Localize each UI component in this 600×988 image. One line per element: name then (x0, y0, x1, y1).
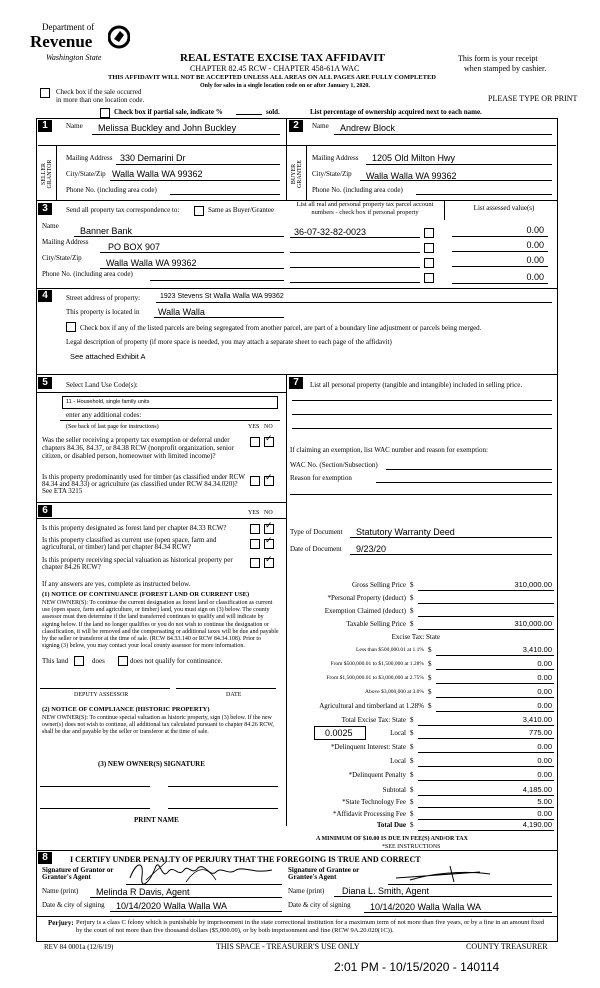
tax-row-dollar: $ (428, 660, 432, 668)
ownership-note: List percentage of ownership acquired next to each name. (310, 108, 482, 116)
tax-row-value[interactable]: 0.00 (537, 742, 552, 751)
tax-row-label: From $1,500,000.01 to $3,000,000 at 2.75% (326, 675, 424, 681)
section-1-number: 1 (38, 120, 52, 132)
personal-property-checkbox-3[interactable] (424, 258, 434, 268)
tax-row-label: Less than $500,000.01 at 1.1% (356, 647, 424, 653)
does-checkbox[interactable] (74, 656, 84, 666)
tax-row-value[interactable]: 0.00 (537, 701, 552, 710)
buyer-city[interactable]: Walla Walla WA 99362 (366, 171, 457, 181)
section-2-number: 2 (289, 120, 303, 132)
wac-label: WAC No. (Section/Subsection) (290, 461, 378, 469)
tax-row-dollar: $ (410, 729, 414, 737)
segregated-text: Check box if any of the listed parcels are being segregated from another parcel, are part of a boundary line adjustment or parcels being merged. (80, 324, 482, 332)
recording-stamp: 2:01 PM - 10/15/2020 - 140114 (334, 960, 500, 974)
legal-value[interactable]: See attached Exhibit A (70, 352, 146, 361)
form-rev: REV 84 0001a (12/6/19) (44, 943, 114, 951)
section-4 (38, 290, 52, 302)
s5-no-header: NO (264, 424, 273, 430)
buyer-mail[interactable]: 1205 Old Milton Hwy (372, 153, 456, 163)
buyer-name[interactable]: Andrew Block (340, 123, 396, 133)
buyer-side-label-box (288, 146, 307, 200)
corr-mail-label: Mailing Address (42, 238, 89, 246)
perjury-text: Perjury is a class C felony which is punishable by imprisonment in the state correctional institution for a maximum term of not more than five years, or by a fine in an amount fixed by the court of not more than five thousand dollars ($5,000.00), or by both imprisonment and fine (RCW 9A.20.020(1C)). (76, 919, 545, 934)
doc-type-label: Type of Document (290, 528, 343, 536)
minimum-note: A MINIMUM OF $10.00 IS DUE IN FEE(S) AND/OR TAX (316, 836, 468, 842)
s6-q1-no[interactable] (264, 524, 274, 534)
tax-row-dollar: $ (410, 581, 414, 589)
sig-grantee-label: Signature of Grantee or Grantee's Agent (288, 866, 360, 881)
grantor-name-label: Name (print) (42, 887, 79, 895)
tax-row-label: Subtotal (382, 786, 406, 794)
s5-yes-header: YES (248, 424, 260, 430)
sig-grantor-label: Signature of Grantor or Grantor's Agent (42, 866, 114, 881)
assessed-value-1[interactable]: 0.00 (526, 225, 544, 235)
tax-row-dollar: $ (410, 620, 414, 628)
tax-row-label: Excise Tax: State (391, 633, 440, 641)
personal-property-checkbox-4[interactable] (424, 273, 434, 283)
s6-q2-yes[interactable] (250, 539, 260, 549)
section-2 (289, 120, 303, 132)
multi-location-row (40, 88, 50, 98)
corr-name[interactable]: Banner Bank (80, 226, 133, 236)
seller-name-label: Name (66, 122, 83, 130)
tax-row-label: Total Excise Tax: State (341, 716, 406, 724)
seller-side-label: SELLER GRANTOR (41, 159, 53, 189)
tax-row-label: *State Technology Fee (342, 798, 406, 806)
tax-row-dollar: $ (410, 771, 414, 779)
section-7 (289, 377, 303, 389)
located-value[interactable]: Walla Walla (158, 307, 205, 317)
grantee-date-label: Date & city of signing (288, 901, 351, 909)
tax-row-label: Taxable Selling Price (346, 620, 406, 628)
legal-label: Legal description of property (if more space is needed, you may attach a separate sheet to each page of the affidavit) (66, 338, 392, 346)
land-use-label: Select Land Use Code(s): (66, 381, 138, 389)
grantor-name[interactable]: Melinda R Davis, Agent (96, 887, 190, 897)
does-not-label: does not qualify for continuance. (130, 657, 223, 665)
seller-mail[interactable]: 330 Demarini Dr (120, 153, 186, 163)
assessed-value-4[interactable]: 0.00 (526, 272, 544, 282)
tax-row-label: *Delinquent Penalty (348, 771, 406, 779)
partial-sale-sold: sold. (266, 108, 280, 116)
buyer-mail-label: Mailing Address (312, 154, 359, 162)
tax-row-dollar: $ (410, 716, 414, 724)
section-1 (38, 120, 52, 132)
tax-row-label: *Personal Property (deduct) (327, 594, 406, 602)
seller-phone-label: Phone No. (including area code) (66, 186, 157, 194)
tax-row-value[interactable]: 0.00 (537, 673, 552, 682)
grantor-date[interactable]: 10/14/2020 Walla Walla WA (116, 901, 228, 911)
s6-q2-no[interactable] (264, 539, 274, 549)
s6-n1-text: NEW OWNER(S): To continue the current designation as forest land or classification as current use (open space, farm and agriculture, or timber) land, you must sign on (3) below. The county assessor must then determine if the land transferred continues to qualify and will indicate by signing below. If the land no longer qualifies or you do not wish to continue the designation or classification, it will be removed and the compensating or additional taxes will be due and payable by the seller or transferor at the time of sale. (RCW 84.33.140 or RCW 84.34.108). Prior to signing (3) below, you may contact your local county assessor for more information. (42, 600, 279, 650)
s6-n3-title: (3) NEW OWNER(S) SIGNATURE (98, 760, 205, 768)
multi-location-text-2: in more than one location code. (56, 96, 145, 104)
grantee-name-label: Name (print) (288, 887, 325, 895)
partial-sale-row (100, 108, 110, 118)
section-4-number: 4 (38, 290, 52, 302)
s5-q2-no[interactable] (264, 476, 274, 486)
corr-city[interactable]: Walla Walla WA 99362 (106, 258, 197, 268)
deputy-label: DEPUTY ASSESSOR (74, 692, 129, 698)
personal-property-checkbox-1[interactable] (424, 228, 434, 238)
section-3-number: 3 (38, 203, 52, 215)
seller-city-label: City/State/Zip (66, 170, 106, 178)
s5-q1-yes[interactable] (250, 437, 260, 447)
section-3 (38, 203, 52, 215)
perjury-label: Perjury: (48, 919, 74, 927)
tax-row-dollar: $ (428, 702, 432, 710)
tax-row-dollar: $ (410, 757, 414, 765)
section-6 (38, 505, 52, 517)
section-5-number: 5 (38, 377, 52, 389)
corr-name-label: Name (42, 222, 59, 230)
section-6-number: 6 (38, 505, 52, 517)
form-subtitle: CHAPTER 82.45 RCW - CHAPTER 458-61A WAC (190, 64, 360, 73)
multi-location-text-1: Check box if the sale occurred (56, 88, 142, 96)
corr-phone-label: Phone No. (including area code) (42, 270, 133, 278)
tax-row-value[interactable]: 0.00 (537, 659, 552, 668)
tax-row-label: Local (390, 757, 406, 765)
seller-city[interactable]: Walla Walla WA 99362 (112, 169, 203, 179)
county-treasurer: COUNTY TREASURER (466, 942, 548, 951)
s6-q1-yes[interactable] (250, 524, 260, 534)
tax-row-label: From $500,000.01 to $1,500,000 at 1.28% (330, 661, 424, 667)
grantee-signature[interactable] (390, 862, 500, 884)
see-back-label: (See back of last page for instructions) (66, 424, 159, 430)
segregated-checkbox[interactable] (66, 322, 76, 332)
tax-row-dollar: $ (410, 786, 414, 794)
tax-row-value[interactable]: 310,000.00 (514, 619, 552, 628)
seller-mail-label: Mailing Address (66, 154, 113, 162)
s6-q1: Is this property designated as forest land per chapter 84.33 RCW? (42, 524, 227, 532)
print-name-label: PRINT NAME (134, 816, 179, 824)
tax-row-dollar: $ (410, 594, 414, 602)
tax-row-label: *Affidavit Processing Fee (333, 810, 406, 818)
see-instructions: *SEE INSTRUCTIONS (382, 844, 441, 850)
tax-row-value[interactable]: 3,410.00 (522, 645, 552, 654)
doc-date-label: Date of Document (290, 545, 342, 553)
tax-row-label: Local (390, 729, 406, 737)
partial-sale-checkbox[interactable] (100, 108, 110, 118)
tax-row-value[interactable]: 3,410.00 (522, 715, 552, 724)
logo-top-text: Department of (42, 22, 95, 32)
tax-row-value[interactable]: 4,190.00 (522, 820, 552, 829)
grantor-date-label: Date & city of signing (42, 901, 105, 909)
parcel-number[interactable]: 36-07-32-82-0023 (294, 227, 367, 237)
tax-row-dollar: $ (410, 607, 414, 615)
doc-date-value[interactable]: 9/23/20 (356, 544, 387, 554)
receipt-note-2: when stamped by cashier. (464, 64, 547, 73)
assessed-value-3[interactable]: 0.00 (526, 255, 544, 265)
revenue-logo-icon (108, 25, 130, 49)
s6-n1-title: (1) NOTICE OF CONTINUANCE (FOREST LAND OR CURRENT USE) (42, 591, 250, 598)
grantor-signature[interactable] (126, 858, 276, 886)
assessed-header: List assessed value(s) (473, 204, 535, 212)
land-use-value: 11 - Household, single family units (66, 399, 150, 405)
s6-n2-title: (2) NOTICE OF COMPLIANCE (HISTORIC PROPERTY) (42, 706, 210, 713)
buyer-city-label: City/State/Zip (312, 170, 352, 178)
tax-row-value[interactable]: 0.00 (537, 756, 552, 765)
section-7-number: 7 (289, 377, 303, 389)
street-value[interactable]: 1923 Stevens St Walla Walla WA 99362 (160, 293, 284, 300)
logo-sub-text: Washington State (46, 53, 102, 62)
s5-q2-yes[interactable] (250, 476, 260, 486)
located-label: This property is located in (66, 308, 140, 316)
section-8 (38, 852, 52, 864)
form-note: Only for sales in a single location code on or after January 1, 2020. (200, 83, 370, 89)
tax-row-value[interactable]: 0.00 (537, 809, 552, 818)
additional-codes-label: enter any additional codes: (66, 411, 142, 419)
tax-row-value[interactable]: 775.00 (529, 728, 552, 737)
same-as-buyer-label: Same as Buyer/Grantee (208, 206, 275, 214)
local-rate-value: 0.0025 (325, 728, 353, 738)
tax-row-label: Exemption Claimed (deduct) (324, 607, 406, 615)
treasurer-only: THIS SPACE - TREASURER'S USE ONLY (216, 942, 360, 951)
correspondence-label: Send all property tax correspondence to: (66, 206, 180, 214)
tax-row-value[interactable]: 310,000.00 (514, 580, 552, 589)
reason-label: Reason for exemption (290, 474, 352, 482)
tax-row-dollar: $ (428, 688, 432, 696)
tax-row-value[interactable]: 0.00 (537, 687, 552, 696)
seller-side-label-box (38, 146, 57, 200)
partial-sale-text: Check box if partial sale, indicate % (114, 108, 223, 116)
buyer-phone-label: Phone No. (including area code) (312, 186, 403, 194)
s5-q2: Is this property predominantly used for timber (as classified under RCW 84.34 and 84.33) or agriculture (as classified under RCW 84.34.020)? See ETA 3215 (42, 473, 245, 495)
tax-row-value[interactable]: 0.00 (537, 770, 552, 779)
tax-row-dollar: $ (410, 798, 414, 806)
s6-q2: Is this property classified as current use (open space, farm and agricultural, or timber) land per chapter 84.34 RCW? (42, 536, 217, 551)
receipt-note-1: This form is your receipt (458, 54, 538, 63)
s6-no-header: NO (264, 510, 273, 516)
form-warning: THIS AFFIDAVIT WILL NOT BE ACCEPTED UNLESS ALL AREAS ON ALL PAGES ARE FULLY COMPLETED (108, 74, 436, 81)
tax-row-label: Total Due (376, 821, 406, 829)
doc-type-value[interactable]: Statutory Warranty Deed (356, 527, 455, 537)
tax-row-value[interactable]: 5.00 (537, 797, 552, 806)
corr-mail[interactable]: PO BOX 907 (108, 242, 161, 252)
tax-row-label: Agricultural and timberland at 1.28% (319, 702, 424, 710)
s6-if-yes: If any answers are yes, complete as instructed below. (42, 580, 191, 588)
tax-row-value[interactable]: 4,185.00 (522, 785, 552, 794)
buyer-name-label: Name (312, 122, 329, 130)
s6-yes-header: YES (248, 510, 260, 516)
seller-name[interactable]: Melissa Buckley and John Buckley (98, 123, 237, 133)
personal-property-label: List all personal property (tangible and intangible) included in selling price. (310, 381, 523, 389)
s6-n2-text: NEW OWNER(S): To continue special valuation as historic property, sign (3) below. If the new owner(s) does not wish to continue, all additional tax calculated pursuant to chapter 84.26 RCW, shall be due and payable by the seller or transferor at the time of sale. (42, 715, 274, 736)
certify-text: I CERTIFY UNDER PENALTY OF PERJURY THAT THE FOREGOING IS TRUE AND CORRECT (70, 855, 421, 864)
form-title: REAL ESTATE EXCISE TAX AFFIDAVIT (180, 52, 385, 64)
multi-location-checkbox[interactable] (40, 88, 50, 98)
tax-row-dollar: $ (410, 821, 414, 829)
does-not-checkbox[interactable] (118, 656, 128, 666)
section-8-number: 8 (38, 852, 52, 864)
please-type: PLEASE TYPE OR PRINT (488, 94, 578, 103)
assessed-value-2[interactable]: 0.00 (526, 240, 544, 250)
s6-q3-no[interactable] (264, 558, 274, 568)
this-land-label: This land (42, 657, 69, 665)
s5-q1: Was the seller receiving a property tax exemption or deferral under chapters 84.36, 84.37, or 84.38 RCW (nonprofit organization, senior citizen, or disabled person, homeowner with limited income)? (42, 436, 234, 460)
local-rate-box[interactable] (314, 726, 366, 740)
same-as-buyer-checkbox[interactable] (194, 206, 204, 216)
buyer-side-label: BUYER GRANTEE (291, 160, 303, 188)
logo (30, 22, 130, 68)
corr-city-label: City/State/Zip (42, 254, 82, 262)
tax-row-label: *Delinquent Interest: State (330, 743, 406, 751)
tax-row-dollar: $ (410, 810, 414, 818)
parcel-list-header: List all real and personal property tax parcel account numbers - check box if personal property (296, 201, 434, 216)
logo-main-text: Revenue (30, 32, 93, 51)
grantee-date[interactable]: 10/14/2020 Walla Walla WA (370, 902, 482, 912)
land-use-select[interactable] (62, 396, 278, 409)
tax-row-dollar: $ (428, 646, 432, 654)
tax-row-label: Gross Selling Price (351, 581, 406, 589)
s6-q3: Is this property receiving special valuation as historical property per chapter 84.26 RCW? (42, 556, 233, 571)
s5-q1-no[interactable] (264, 437, 274, 447)
personal-property-checkbox-2[interactable] (424, 243, 434, 253)
exemption-label: If claiming an exemption, list WAC number and reason for exemption: (290, 446, 488, 454)
tax-row-dollar: $ (410, 743, 414, 751)
grantee-name[interactable]: Diana L. Smith, Agent (342, 886, 430, 896)
tax-row-dollar: $ (428, 674, 432, 682)
does-label: does (92, 657, 105, 665)
tax-row-label: Above $3,000,000 at 3.0% (365, 689, 424, 695)
s6-q3-yes[interactable] (250, 558, 260, 568)
partial-sale-percent-field[interactable] (236, 114, 262, 115)
deputy-date-label: DATE (226, 692, 242, 698)
section-5 (38, 377, 52, 389)
street-label: Street address of property: (66, 294, 141, 302)
